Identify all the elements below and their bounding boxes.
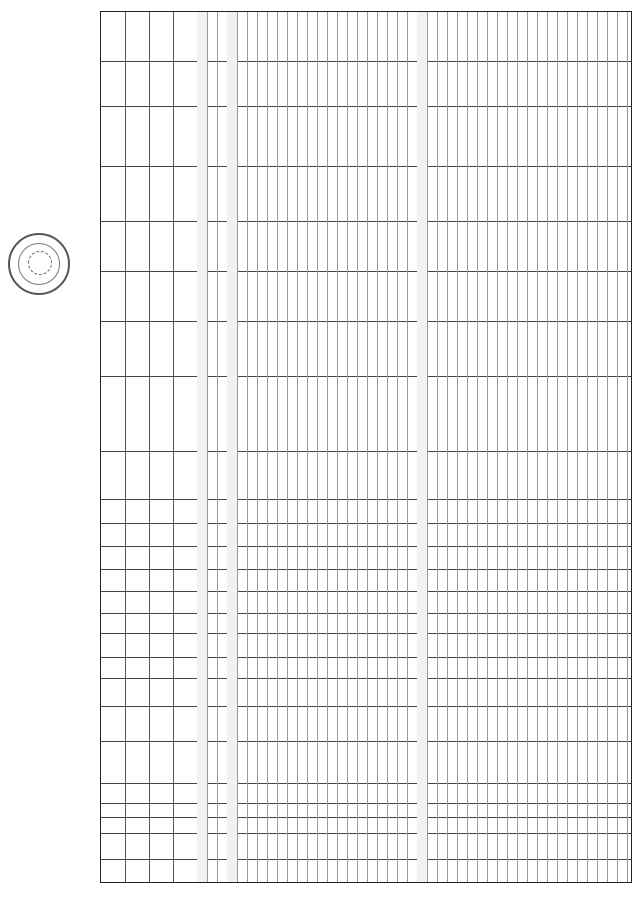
header-rule xyxy=(173,12,174,882)
header-rule xyxy=(149,12,150,882)
table-header xyxy=(101,12,198,882)
appendix-header xyxy=(4,16,56,276)
document-title xyxy=(78,60,92,845)
date-line xyxy=(43,16,56,276)
resolution-line xyxy=(17,16,30,276)
table-row xyxy=(617,12,628,882)
appendix-label xyxy=(4,16,17,276)
data-table xyxy=(100,11,632,883)
header-rule xyxy=(125,12,126,882)
republic-line xyxy=(30,16,43,276)
